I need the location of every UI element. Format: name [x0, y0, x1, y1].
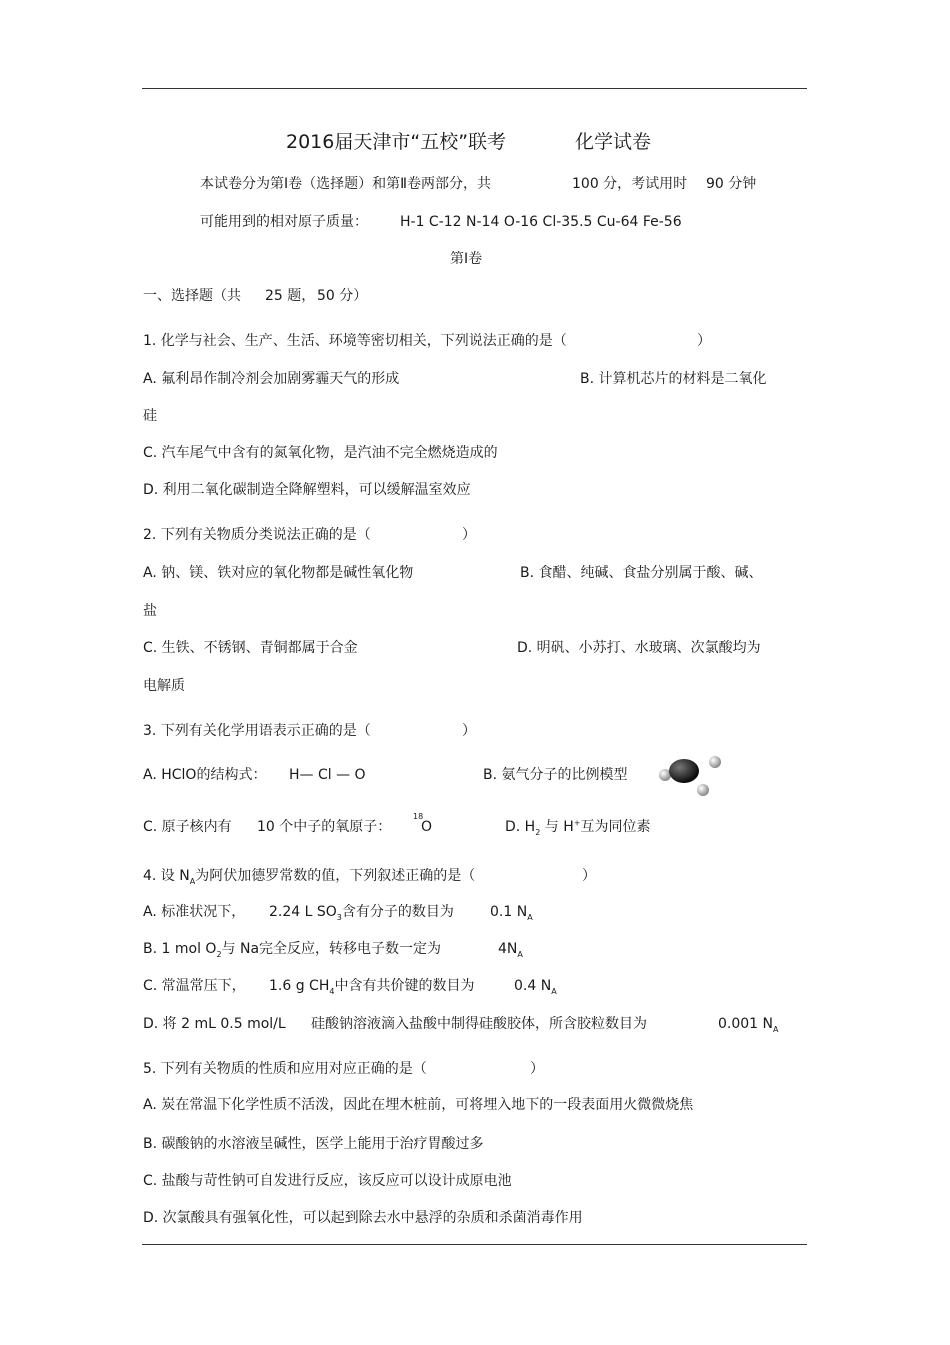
question-2-option-a: A. 钠、镁、铁对应的氧化物都是碱性氧化物: [143, 565, 414, 581]
question-2-option-b: B. 食醋、纯碱、食盐分别属于酸、碱、: [520, 565, 763, 581]
question-5-option-b: B. 碳酸钠的水溶液呈碱性，医学上能用于治疗胃酸过多: [143, 1136, 484, 1152]
intro-line-c: 90 分钟: [706, 176, 757, 192]
question-2-option-d: D. 明矾、小苏打、水玻璃、次氯酸均为: [517, 640, 761, 656]
question-1-option-a: A. 氟利昂作制冷剂会加剧雾霾天气的形成: [143, 371, 400, 387]
question-2-option-c: C. 生铁、不锈钢、青铜都属于合金: [143, 640, 358, 656]
question-3-stem: 3. 下列有关化学用语表示正确的是（: [143, 723, 371, 739]
question-3-option-b: B. 氨气分子的比例模型: [483, 767, 628, 783]
ammonia-ball-model-icon: [655, 752, 727, 796]
title-part-b: 化学试卷: [575, 131, 652, 153]
question-1-paren: ）: [697, 333, 711, 349]
question-4-option-d-pre: D. 将 2 mL 0.5 mol/L: [143, 1016, 286, 1032]
question-4-option-c-answer: 0.4 $N_A$: [514, 978, 557, 996]
question-1-option-b: B. 计算机芯片的材料是二氧化: [580, 371, 767, 387]
question-2-option-d-cont: 电解质: [143, 678, 185, 694]
question-1-option-d: D. 利用二氧化碳制造全降解塑料，可以缓解温室效应: [143, 482, 471, 498]
question-3-paren: ）: [462, 723, 476, 739]
question-4-option-a-formula: 2.24 L $SO_3$含有分子的数目为: [269, 904, 454, 922]
question-3-option-c-mid: 10 个中子的氧原子：: [257, 819, 392, 835]
question-5-paren: ）: [530, 1061, 544, 1077]
question-3-option-d: D. $H_2$ 与 H+互为同位素: [505, 818, 651, 837]
question-4-option-c-pre: C. 常温常压下，: [143, 978, 246, 994]
question-1-option-c: C. 汽车尾气中含有的氮氧化物，是汽油不完全燃烧造成的: [143, 445, 498, 461]
question-5-stem: 5. 下列有关物质的性质和应用对应正确的是（: [143, 1061, 427, 1077]
question-5-option-c: C. 盐酸与苛性钠可自发进行反应，该反应可以设计成原电池: [143, 1173, 512, 1189]
intro-line-b: 100 分，考试用时: [572, 176, 688, 192]
question-4-option-d-mid: 硅酸钠溶液滴入盐酸中制得硅酸胶体，所含胶粒数目为: [311, 1016, 647, 1032]
question-5-option-a: A. 炭在常温下化学性质不活泼，因此在埋木桩前，可将埋入地下的一段表面用火微微烧焦: [143, 1097, 694, 1113]
atomic-mass-values: H-1 C-12 N-14 O-16 Cl-35.5 Cu-64 Fe-56: [400, 214, 682, 230]
question-3-option-c-mass-number: 18: [413, 812, 424, 821]
question-3-option-c-element: O: [421, 819, 433, 835]
question-4-option-d-answer: 0.001 $N_A$: [718, 1016, 779, 1034]
title-part-a: 2016届天津市“五校”联考: [286, 131, 507, 153]
question-4-option-b-answer: $4N_A$: [498, 941, 523, 959]
question-4-option-c-formula: 1.6 g $CH_4$中含有共价键的数目为: [269, 978, 475, 996]
top-rule: [142, 88, 807, 89]
bottom-rule: [142, 1244, 807, 1245]
question-3-option-a-label: A. HClO的结构式：: [143, 767, 267, 783]
question-4-stem: 4. 设 $N_A$为阿伏加德罗常数的值，下列叙述正确的是（: [143, 868, 476, 886]
question-2-option-b-cont: 盐: [143, 603, 157, 619]
question-4-option-a-pre: A. 标准状况下，: [143, 904, 246, 920]
question-3-option-a-formula: H— Cl — O: [289, 767, 366, 783]
question-3-option-c-label: C. 原子核内有: [143, 819, 232, 835]
question-4-paren: ）: [582, 868, 596, 884]
section-heading-c: 50 分）: [317, 288, 368, 304]
volume-heading: 第Ⅰ卷: [450, 251, 483, 267]
question-2-paren: ）: [462, 527, 476, 543]
question-2-stem: 2. 下列有关物质分类说法正确的是（: [143, 527, 371, 543]
question-4-option-a-answer: 0.1 $N_A$: [490, 904, 533, 922]
question-1-stem: 1. 化学与社会、生产、生活、环境等密切相关，下列说法正确的是（: [143, 333, 567, 349]
intro-line-a: 本试卷分为第Ⅰ卷（选择题）和第Ⅱ卷两部分，共: [200, 176, 492, 192]
question-1-option-b-cont: 硅: [143, 408, 157, 424]
section-heading-b: 25 题，: [265, 288, 316, 304]
question-5-option-d: D. 次氯酸具有强氧化性，可以起到除去水中悬浮的杂质和杀菌消毒作用: [143, 1210, 583, 1226]
section-heading-a: 一、选择题（共: [143, 288, 241, 304]
atomic-mass-label: 可能用到的相对原子质量：: [200, 214, 368, 230]
question-4-option-b: B. 1 mol $O_2$与 Na完全反应，转移电子数一定为: [143, 941, 442, 959]
